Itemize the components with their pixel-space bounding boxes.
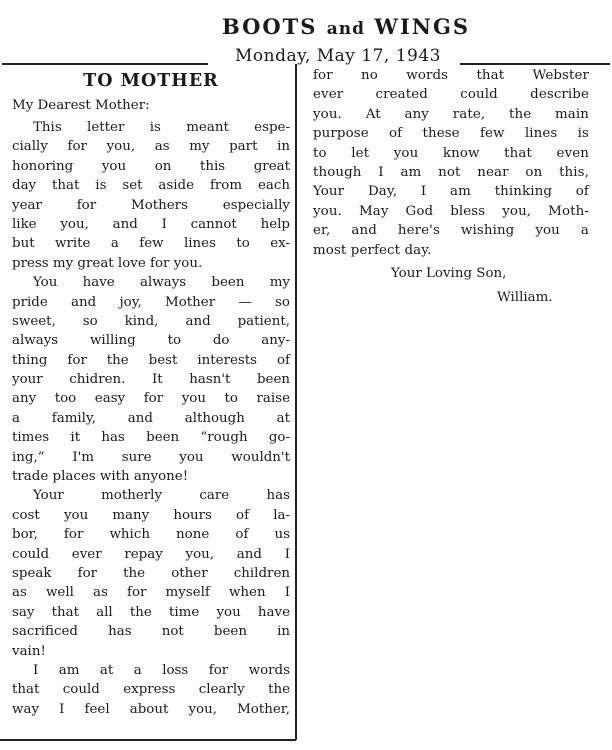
text-line: your chidren. It hasn't been xyxy=(12,372,290,388)
text-line: to let you know that even xyxy=(313,145,589,161)
masthead-rule-right xyxy=(460,63,610,65)
text-line: as well as for myself when I xyxy=(12,585,290,601)
text-line: way I feel about you, Mother, xyxy=(12,701,290,717)
text-line: You have always been my xyxy=(33,275,290,291)
issue-date: Monday, May 17, 1943 xyxy=(234,46,441,66)
text-line: say that all the time you have xyxy=(12,604,290,620)
text-line: for no words that Webster xyxy=(313,68,589,83)
masthead xyxy=(0,8,612,68)
text-line: like you, and I cannot help xyxy=(12,216,290,232)
text-line: This letter is meant espe- xyxy=(33,120,290,135)
text-line: er, and here's wishing you a xyxy=(313,223,589,239)
newspaper-name-part: BOOTS xyxy=(221,14,318,39)
letter-closing: Your Loving Son, xyxy=(391,265,507,281)
text-line: pride and joy, Mother — so xyxy=(12,294,290,310)
article-column-right xyxy=(313,66,589,308)
text-line: you. At any rate, the main xyxy=(313,106,589,122)
text-line: press my great love for you. xyxy=(12,255,203,271)
text-line: I am at a loss for words xyxy=(33,662,290,678)
text-line: Your motherly care has xyxy=(33,488,290,504)
text-line: times it has been “rough go- xyxy=(12,430,290,446)
text-line: but write a few lines to ex- xyxy=(12,236,290,252)
text-line: that could express clearly the xyxy=(12,682,290,698)
text-line: bor, for which none of us xyxy=(12,527,290,543)
newspaper-name-part: WINGS xyxy=(374,14,471,39)
text-line: thing for the best interests of xyxy=(12,352,290,368)
newspaper-name-part: and xyxy=(326,19,366,39)
text-line: honoring you on this great xyxy=(12,158,290,174)
text-line: most perfect day. xyxy=(313,242,432,258)
text-line: could ever repay you, and I xyxy=(12,546,290,562)
text-line: day that is set aside from each xyxy=(12,178,290,194)
text-line: cially for you, as my part in xyxy=(12,139,290,155)
newspaper-name xyxy=(196,14,496,39)
text-line: always willing to do any- xyxy=(12,333,290,349)
text-line: ing,” I'm sure you wouldn't xyxy=(12,449,290,465)
text-line: purpose of these few lines is xyxy=(313,126,589,142)
text-line: cost you many hours of la- xyxy=(12,507,290,523)
text-line: ever created could describe xyxy=(313,87,589,103)
text-line: trade places with anyone! xyxy=(12,469,189,485)
article-salutation: My Dearest Mother: xyxy=(12,98,150,113)
text-line: vain! xyxy=(12,643,46,659)
article-body-left xyxy=(12,118,290,719)
text-line: year for Mothers especially xyxy=(12,197,290,213)
column-divider xyxy=(295,64,297,740)
text-line: any too easy for you to raise xyxy=(12,391,290,407)
text-line: speak for the other children xyxy=(12,565,290,581)
text-line: sweet, so kind, and patient, xyxy=(12,313,290,329)
masthead-rule-left xyxy=(2,63,208,65)
text-line: though I am not near on this, xyxy=(313,164,589,180)
article-column-left xyxy=(12,70,290,719)
article-body-right xyxy=(313,66,589,260)
signoff xyxy=(313,264,589,308)
bottom-rule xyxy=(0,739,296,741)
text-line: Your Day, I am thinking of xyxy=(313,184,589,200)
text-line: you. May God bless you, Moth- xyxy=(313,203,589,219)
article-headline: TO MOTHER xyxy=(83,71,219,91)
text-line: a family, and although at xyxy=(12,410,290,426)
text-line: sacrificed has not been in xyxy=(12,624,290,640)
letter-signature: William. xyxy=(497,289,553,305)
